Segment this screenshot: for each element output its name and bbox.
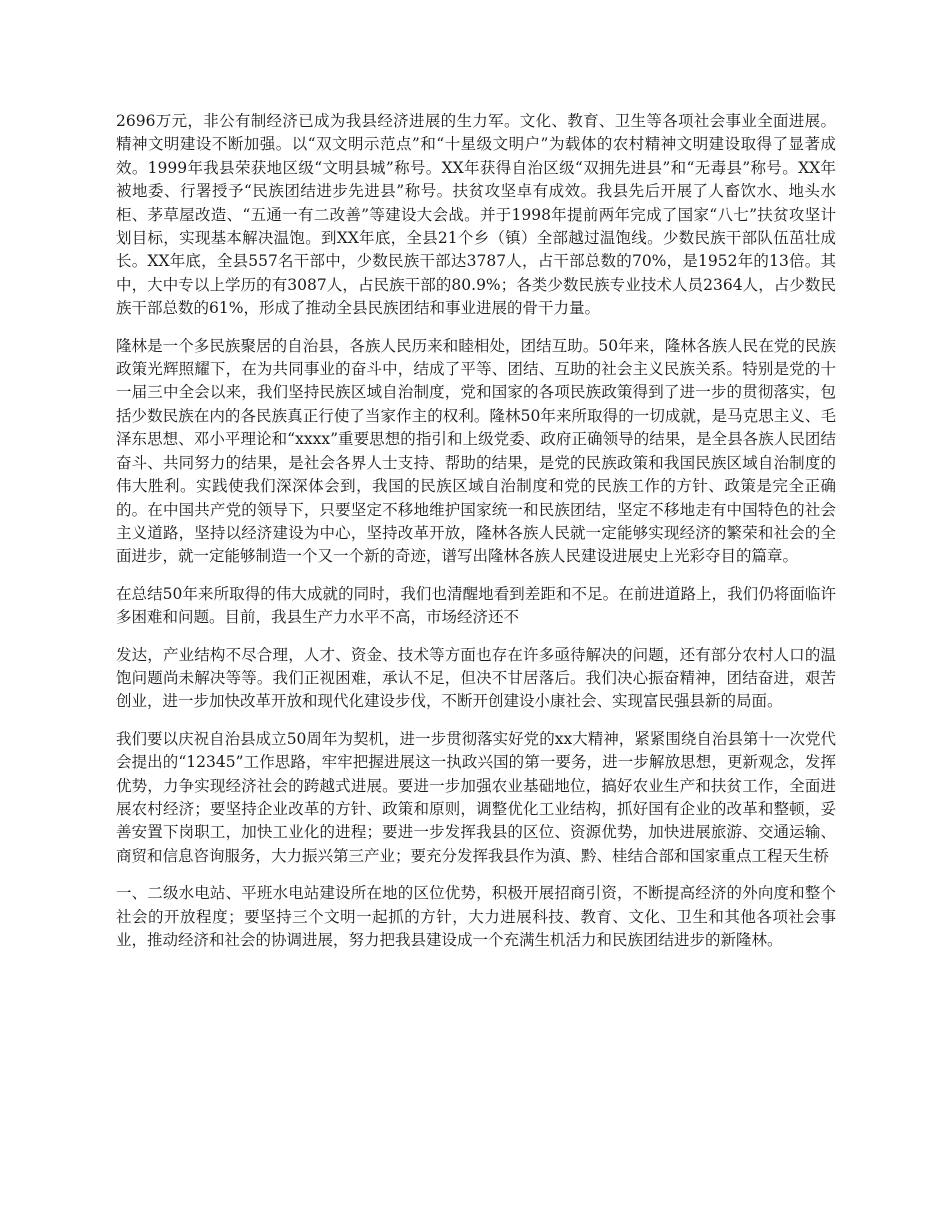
document-body	[116, 110, 836, 952]
paragraph-4: 发达，产业结构不尽合理，人才、资金、技术等方面也存在许多亟待解决的问题，还有部分农村人口的温饱问题尚未解决等等。我们正视困难，承认不足，但决不甘居落后。我们决心振奋精神，团结奋进，艰苦创业，进一步加快改革开放和现代化建设步伐，不断开创建设小康社会、实现富民强县新的局面。	[116, 645, 836, 711]
paragraph-3: 在总结50年来所取得的伟大成就的同时，我们也清醒地看到差距和不足。在前进道路上，我们仍将面临许多困难和问题。目前，我县生产力水平不高，市场经济还不	[116, 584, 836, 627]
paragraph-1: 2696万元，非公有制经济已成为我县经济进展的生力军。文化、教育、卫生等各项社会事业全面进展。精神文明建设不断加强。以“双文明示范点”和“十星级文明户”为载体的农村精神文明建设取得了显著成效。1999年我县荣获地区级“文明县城”称号。XX年获得自治区级“双拥先进县”和“无毒县”称号。XX年被地委、行署授予“民族团结进步先进县”称号。扶贫攻坚卓有成效。我县先后开展了人畜饮水、地头水柜、茅草屋改造、“五通一有二改善”等建设大会战。并于1998年提前两年完成了国家“八七”扶贫攻坚计划目标，实现基本解决温饱。到XX年底，全县21个乡（镇）全部越过温饱线。少数民族干部队伍茁壮成长。XX年底，全县557名干部中，少数民族干部达3787人，占干部总数的70%，是1952年的13倍。其中，大中专以上学历的有3087人，占民族干部的80.9%；各类少数民族专业技术人员2364人，占少数民族干部总数的61%，形成了推动全县民族团结和事业进展的骨干力量。	[116, 112, 836, 318]
paragraph-6: 一、二级水电站、平班水电站建设所在地的区位优势，积极开展招商引资，不断提高经济的外向度和整个社会的开放程度；要坚持三个文明一起抓的方针，大力进展科技、教育、文化、卫生和其他各项社会事业，推动经济和社会的协调进展，努力把我县建设成一个充满生机活力和民族团结进步的新隆林。	[116, 884, 836, 949]
paragraph-2: 隆林是一个多民族聚居的自治县，各族人民历来和睦相处，团结互助。50年来，隆林各族人民在党的民族政策光辉照耀下，在为共同事业的奋斗中，结成了平等、团结、互助的社会主义民族关系。特别是党的十一届三中全会以来，我们坚持民族区域自治制度，党和国家的各项民族政策得到了进一步的贯彻落实，包括少数民族在内的各民族真正行使了当家作主的权利。隆林50年来所取得的一切成就，是马克思主义、毛泽东思想、邓小平理论和“xxxx”重要思想的指引和上级党委、政府正确领导的结果，是全县各族人民团结奋斗、共同努力的结果，是社会各界人士支持、帮助的结果，是党的民族政策和我国民族区域自治制度的伟大胜利。实践使我们深深体会到，我国的民族区域自治制度和党的民族工作的方针、政策是完全正确的。在中国共产党的领导下，只要坚定不移地维护国家统一和民族团结，坚定不移地走有中国特色的社会主义道路，坚持以经济建设为中心，坚持改革开放，隆林各族人民就一定能够实现经济的繁荣和社会的全面进步，就一定能够制造一个又一个新的奇迹，谱写出隆林各族人民建设进展史上光彩夺目的篇章。	[116, 336, 836, 566]
paragraph-5: 我们要以庆祝自治县成立50周年为契机，进一步贯彻落实好党的xx大精神，紧紧围绕自治县第十一次党代会提出的“12345”工作思路，牢牢把握进展这一执政兴国的第一要务，进一步解放思想，更新观念，发挥优势，力争实现经济社会的跨越式进展。要进一步加强农业基础地位，搞好农业生产和扶贫工作，全面进展农村经济；要坚持企业改革的方针、政策和原则，调整优化工业结构，抓好国有企业的改革和整顿，妥善安置下岗职工，加快工业化的进程；要进一步发挥我县的区位、资源优势，加快进展旅游、交通运输、商贸和信息咨询服务，大力振兴第三产业；要充分发挥我县作为滇、黔、桂结合部和国家重点工程天生桥	[116, 729, 836, 865]
